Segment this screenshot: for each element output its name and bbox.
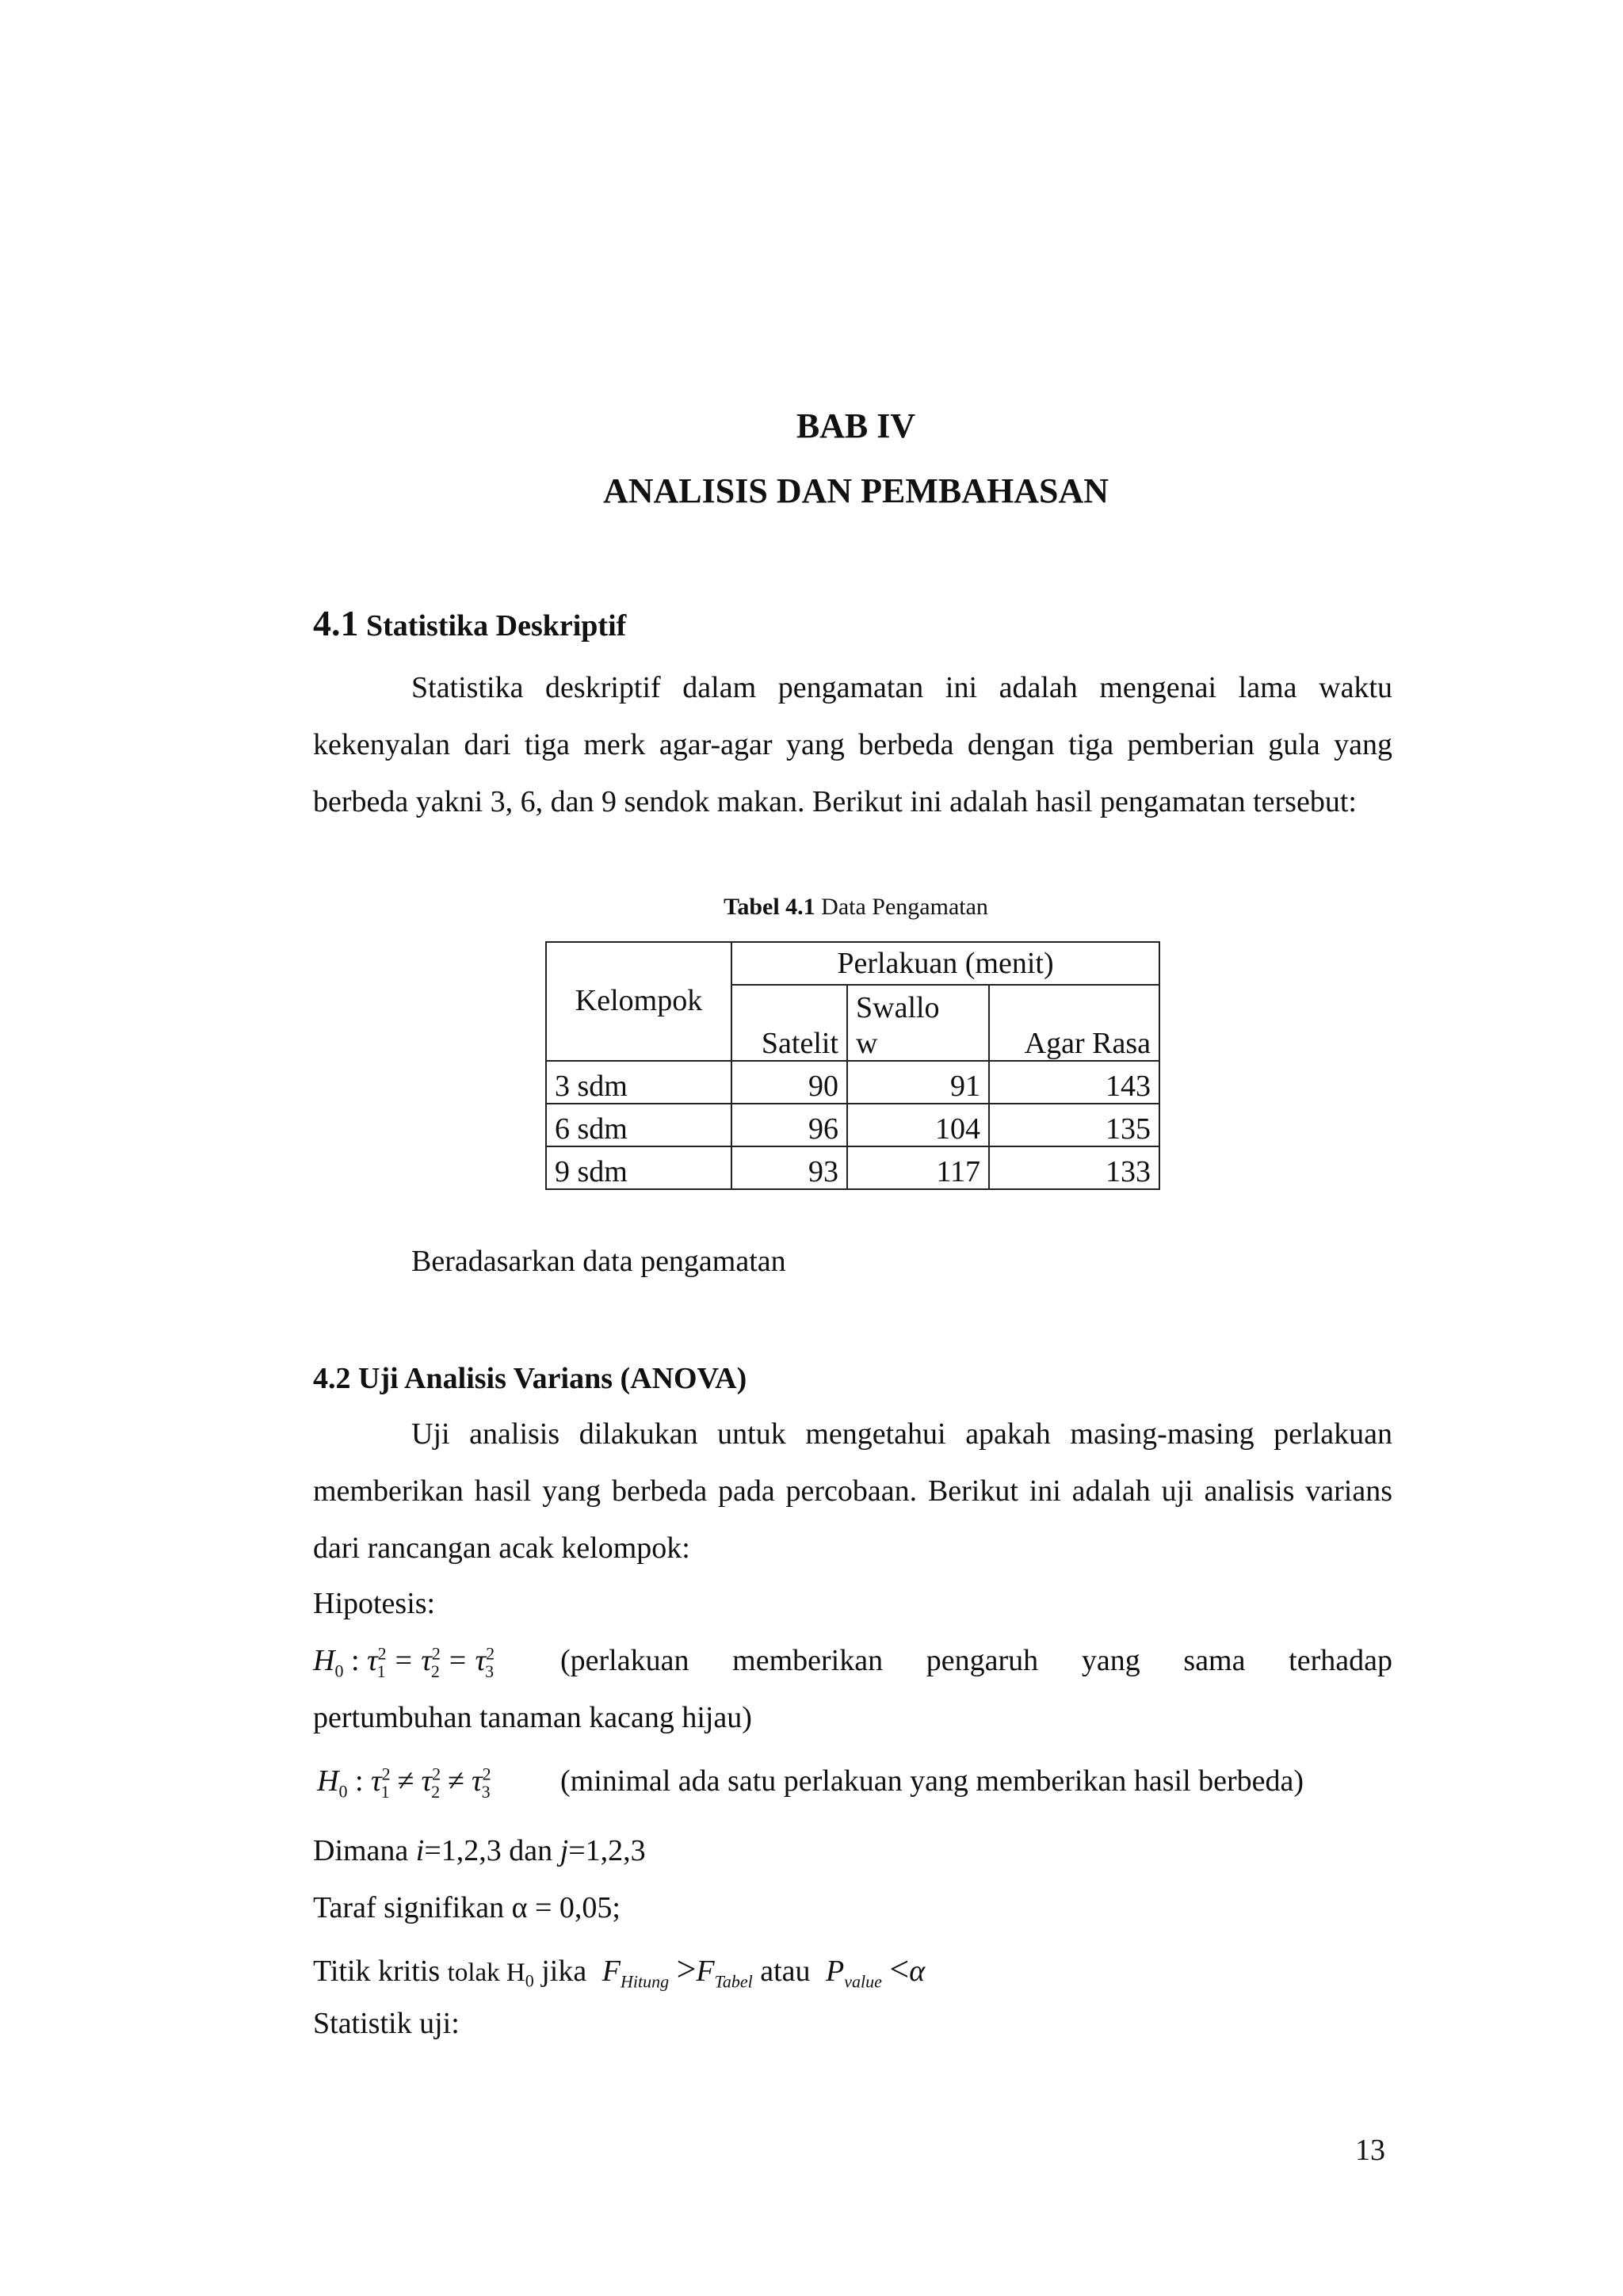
cell-satelit: 90 (731, 1061, 847, 1104)
cell-swallow: 104 (847, 1104, 989, 1146)
atau-label: atau (760, 1955, 811, 1988)
table-row (546, 1104, 1159, 1146)
taraf-line: Taraf signifikan α = 0,05; (313, 1891, 621, 1924)
after-table-text: Beradasarkan data pengamatan (411, 1245, 786, 1278)
cell-swallow: 117 (847, 1146, 989, 1189)
h0-description-cont: pertumbuhan tanaman kacang hijau) (313, 1701, 752, 1734)
section-4-1-heading (313, 602, 626, 644)
h0-description: (perlakuan memberikan pengaruh yang sama terhadap (560, 1644, 1392, 1677)
chapter-label: BAB IV (796, 406, 916, 445)
dimana-line (313, 1833, 646, 1868)
row-label: 3 sdm (546, 1061, 731, 1104)
tolak-subscript: 0 (525, 1970, 534, 1991)
col-satelit: Satelit (731, 985, 847, 1061)
h1-description: (minimal ada satu perlakuan yang memberikan hasil berbeda) (560, 1764, 1304, 1798)
section-number: 4.1 (313, 603, 359, 643)
section-4-2-heading: 4.2 Uji Analisis Varians (ANOVA) (313, 1362, 747, 1395)
cell-agar-rasa: 135 (989, 1104, 1159, 1146)
dimana-end: =1,2,3 (568, 1834, 646, 1867)
chapter-title: ANALISIS DAN PEMBAHASAN (602, 471, 1109, 510)
jika-label: jika (541, 1955, 587, 1988)
row-label: 9 sdm (546, 1146, 731, 1189)
index-j: j (559, 1834, 569, 1867)
h1-formula: $H_0$ : $\tau^2_1 \ne \tau^2_2 \ne \tau^2_3$ (317, 1764, 491, 1802)
header-perlakuan: Perlakuan (menit) (731, 942, 1159, 985)
cell-satelit: 96 (731, 1104, 847, 1146)
tolak-label: tolak H (447, 1958, 525, 1987)
section-title: Statistika Deskriptif (366, 609, 627, 643)
cell-agar-rasa: 143 (989, 1061, 1159, 1104)
table-row (546, 1061, 1159, 1104)
page-number: 13 (1355, 2134, 1385, 2167)
dimana-mid: =1,2,3 dan (424, 1834, 553, 1867)
table-caption-label: Tabel 4.1 (724, 894, 815, 920)
statistik-uji-label: Statistik uji: (313, 2007, 460, 2040)
row-header-kelompok: Kelompok (546, 942, 731, 1061)
cell-satelit: 93 (731, 1146, 847, 1189)
col-agar-rasa: Agar Rasa (989, 985, 1159, 1061)
cell-agar-rasa: 133 (989, 1146, 1159, 1189)
dimana-label: Dimana (313, 1834, 409, 1867)
titik-label: Titik kritis (313, 1955, 441, 1988)
table-row (546, 1146, 1159, 1189)
table-caption-text: Data Pengamatan (815, 894, 988, 920)
col-swallow-bottom: w (847, 1024, 989, 1061)
index-i: i (415, 1834, 425, 1867)
titik-kritis-line: Titik kritis tolak $H_0$ jika $F_{Hitung} >F_{Tabel}$ atau $P_{value} <\alpha$ (313, 1950, 926, 1992)
section-4-2-paragraph: Uji analisis dilakukan untuk mengetahui apakah masing-masing perlakuan memberikan hasil yang berbeda pada percobaan. Berikut ini adalah uji analisis varians dari rancangan acak kelompok: (313, 1417, 1392, 1565)
h0-formula: $H_0$ : $\tau^2_1 = \tau^2_2 = \tau^2_3$ (313, 1643, 495, 1681)
hipotesis-label: Hipotesis: (313, 1587, 436, 1620)
observation-table (545, 941, 1160, 1190)
col-swallow-top: Swallo (847, 985, 989, 1024)
section-4-1-paragraph: Statistika deskriptif dalam pengamatan ini adalah mengenai lama waktu kekenyalan dari tiga merk agar-agar yang berbeda dengan tiga pemberian gula yang berbeda yakni 3, 6, dan 9 sendok makan. Berikut ini adalah hasil pengamatan tersebut: (313, 671, 1392, 818)
cell-swallow: 91 (847, 1061, 989, 1104)
table-caption (0, 894, 1623, 921)
row-label: 6 sdm (546, 1104, 731, 1146)
